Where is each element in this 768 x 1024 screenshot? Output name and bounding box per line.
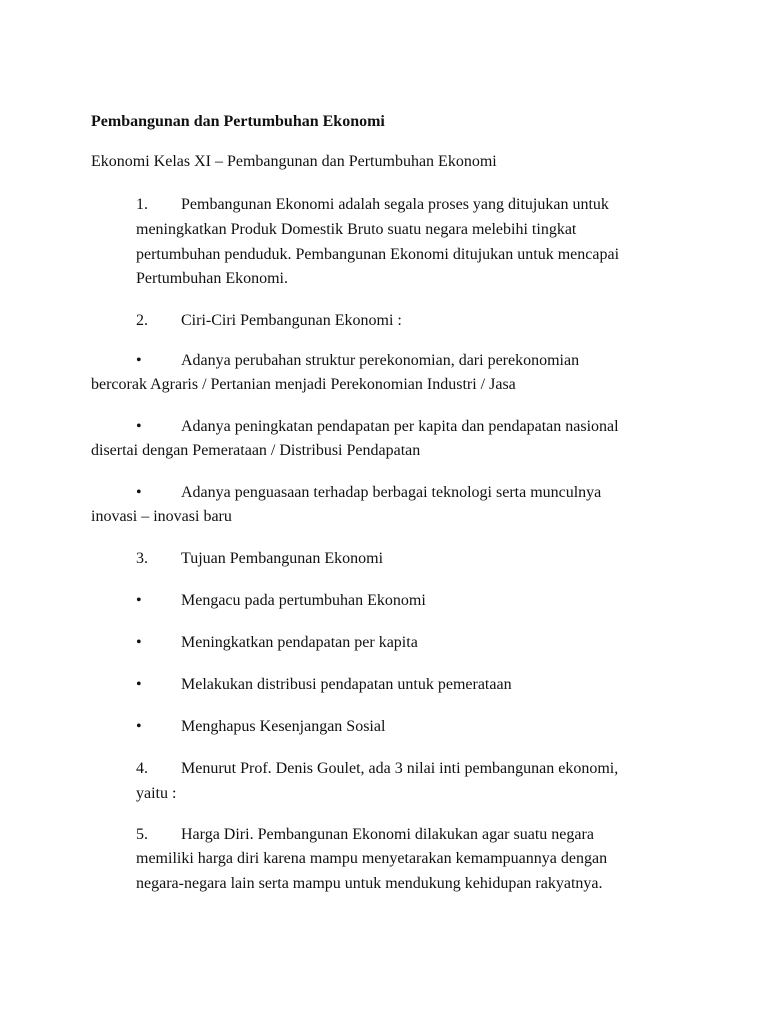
paragraph-line: Melakukan distribusi pendapatan untuk pemerataan	[181, 676, 512, 693]
paragraph-line: disertai dengan Pemerataan / Distribusi Pendapatan	[91, 442, 421, 459]
bullet-icon: •	[136, 634, 142, 651]
paragraph-line: Ciri-Ciri Pembangunan Ekonomi :	[181, 312, 402, 329]
paragraph-line: Tujuan Pembangunan Ekonomi	[181, 550, 384, 567]
bullet-icon: •	[136, 676, 142, 693]
paragraph-line: yaitu :	[136, 785, 177, 802]
paragraph-line: Menghapus Kesenjangan Sosial	[181, 718, 386, 735]
document-subtitle: Ekonomi Kelas XI – Pembangunan dan Pertumbuhan Ekonomi	[91, 153, 497, 170]
document-title: Pembangunan dan Pertumbuhan Ekonomi	[91, 113, 385, 130]
list-number: 2.	[136, 312, 148, 329]
bullet-icon: •	[136, 418, 142, 435]
paragraph-line: negara-negara lain serta mampu untuk mendukung kehidupan rakyatnya.	[136, 875, 603, 892]
bullet-icon: •	[136, 352, 142, 369]
paragraph-line: Pembangunan Ekonomi adalah segala proses yang ditujukan untuk	[181, 196, 609, 213]
paragraph-line: memiliki harga diri karena mampu menyetarakan kemampuannya dengan	[136, 850, 608, 867]
paragraph-line: Adanya penguasaan terhadap berbagai teknologi serta munculnya	[181, 484, 602, 501]
paragraph-line: Menurut Prof. Denis Goulet, ada 3 nilai inti pembangunan ekonomi,	[181, 760, 619, 777]
list-number: 4.	[136, 760, 148, 777]
bullet-icon: •	[136, 718, 142, 735]
paragraph-line: Mengacu pada pertumbuhan Ekonomi	[181, 592, 426, 609]
paragraph-line: Adanya perubahan struktur perekonomian, dari perekonomian	[181, 352, 580, 369]
list-number: 5.	[136, 826, 148, 843]
paragraph-line: Harga Diri. Pembangunan Ekonomi dilakukan agar suatu negara	[181, 826, 594, 843]
paragraph-line: inovasi – inovasi baru	[91, 508, 232, 525]
paragraph-line: Meningkatkan pendapatan per kapita	[181, 634, 418, 651]
list-number: 3.	[136, 550, 148, 567]
paragraph-line: pertumbuhan penduduk. Pembangunan Ekonomi ditujukan untuk mencapai	[136, 246, 620, 263]
paragraph-line: Adanya peningkatan pendapatan per kapita dan pendapatan nasional	[181, 418, 619, 435]
bullet-icon: •	[136, 484, 142, 501]
paragraph-line: bercorak Agraris / Pertanian menjadi Perekonomian Industri / Jasa	[91, 376, 516, 393]
list-number: 1.	[136, 196, 148, 213]
paragraph-line: Pertumbuhan Ekonomi.	[136, 270, 288, 287]
bullet-icon: •	[136, 592, 142, 609]
paragraph-line: meningkatkan Produk Domestik Bruto suatu negara melebihi tingkat	[136, 221, 577, 238]
